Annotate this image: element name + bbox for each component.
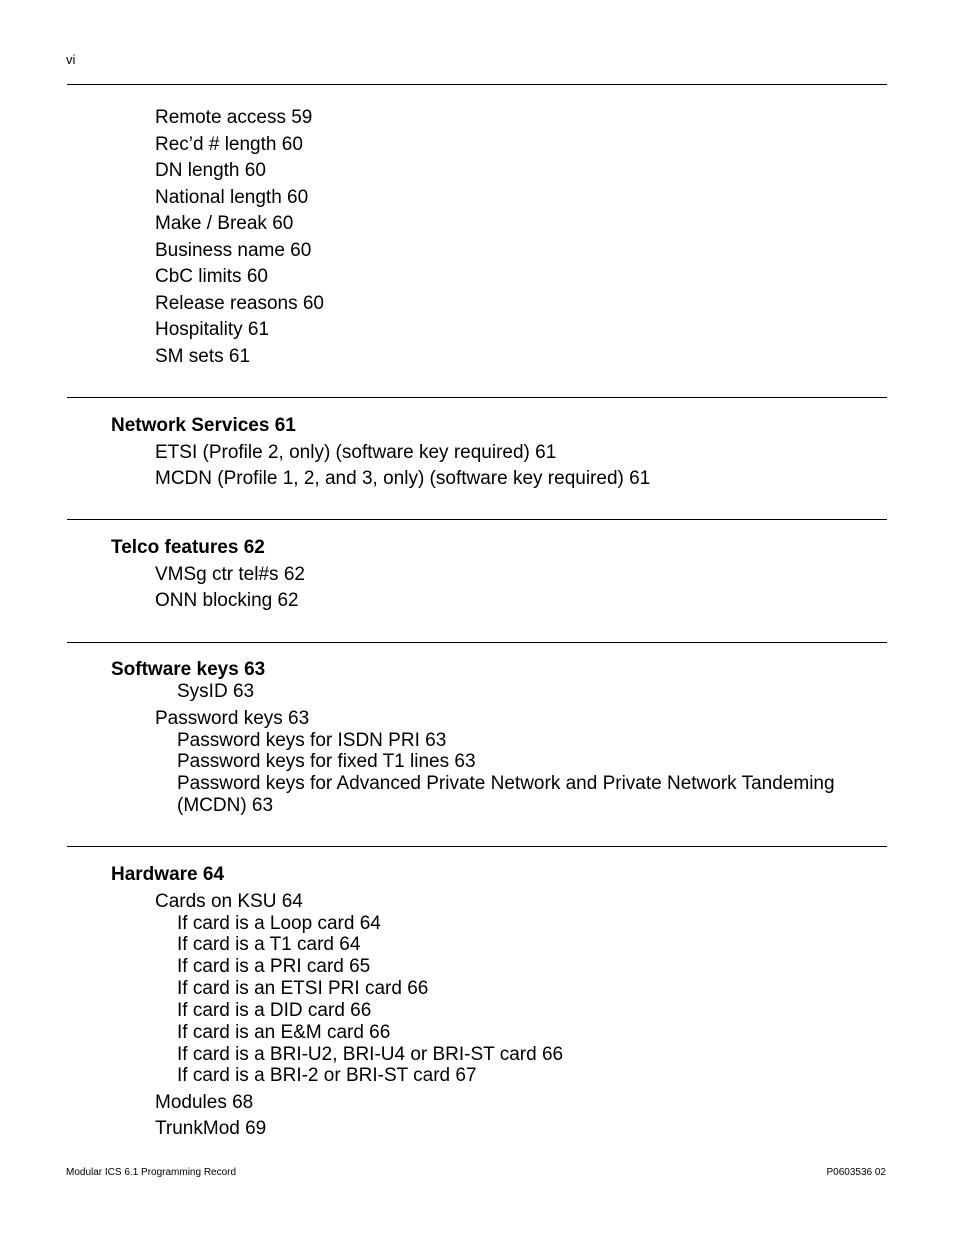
toc-entry[interactable]: National length 60 xyxy=(155,187,309,208)
toc-subentry[interactable]: If card is a BRI-U2, BRI-U4 or BRI-ST card 66 xyxy=(177,1044,564,1065)
toc-entry[interactable]: ONN blocking 62 xyxy=(155,590,299,611)
toc-entry[interactable]: MCDN (Profile 1, 2, and 3, only) (software key required) 61 xyxy=(155,468,651,489)
section-divider xyxy=(67,846,887,847)
toc-subentry[interactable]: SysID 63 xyxy=(177,681,255,702)
section-heading-hardware[interactable]: Hardware 64 xyxy=(111,864,225,885)
toc-entry[interactable]: DN length 60 xyxy=(155,160,266,181)
toc-entry[interactable]: VMSg ctr tel#s 62 xyxy=(155,564,305,585)
toc-subentry[interactable]: (MCDN) 63 xyxy=(177,795,274,816)
toc-entry[interactable]: Business name 60 xyxy=(155,240,312,261)
toc-entry[interactable]: Password keys 63 xyxy=(155,708,310,729)
section-heading-software-keys[interactable]: Software keys 63 xyxy=(111,659,266,680)
toc-entry[interactable]: Hospitality 61 xyxy=(155,319,270,340)
section-divider xyxy=(67,397,887,398)
toc-entry[interactable]: Rec’d # length 60 xyxy=(155,134,303,155)
section-heading-telco-features[interactable]: Telco features 62 xyxy=(111,537,265,558)
toc-entry[interactable]: TrunkMod 69 xyxy=(155,1118,267,1139)
toc-subentry[interactable]: If card is a PRI card 65 xyxy=(177,956,371,977)
toc-entry[interactable]: CbC limits 60 xyxy=(155,266,268,287)
toc-entry[interactable]: ETSI (Profile 2, only) (software key required) 61 xyxy=(155,442,557,463)
toc-subentry[interactable]: Password keys for fixed T1 lines 63 xyxy=(177,751,476,772)
section-divider xyxy=(67,84,887,85)
footer-document-number: P0603536 02 xyxy=(826,1167,886,1178)
toc-entry[interactable]: Make / Break 60 xyxy=(155,213,294,234)
toc-subentry[interactable]: Password keys for ISDN PRI 63 xyxy=(177,730,447,751)
page-number: vi xyxy=(66,52,76,67)
toc-subentry[interactable]: If card is an ETSI PRI card 66 xyxy=(177,978,429,999)
section-divider xyxy=(67,642,887,643)
footer-document-title: Modular ICS 6.1 Programming Record xyxy=(66,1167,237,1178)
toc-subentry[interactable]: If card is a DID card 66 xyxy=(177,1000,372,1021)
toc-entry[interactable]: Release reasons 60 xyxy=(155,293,324,314)
toc-subentry[interactable]: If card is a Loop card 64 xyxy=(177,913,381,934)
toc-subentry[interactable]: If card is a T1 card 64 xyxy=(177,934,361,955)
toc-subentry[interactable]: Password keys for Advanced Private Network and Private Network Tandeming xyxy=(177,773,835,794)
section-divider xyxy=(67,519,887,520)
toc-subentry[interactable]: If card is an E&M card 66 xyxy=(177,1022,391,1043)
toc-subentry[interactable]: If card is a BRI-2 or BRI-ST card 67 xyxy=(177,1065,477,1086)
section-heading-network-services[interactable]: Network Services 61 xyxy=(111,415,296,436)
toc-entry[interactable]: SM sets 61 xyxy=(155,346,251,367)
toc-entry[interactable]: Cards on KSU 64 xyxy=(155,891,303,912)
toc-entry[interactable]: Modules 68 xyxy=(155,1092,254,1113)
toc-entry[interactable]: Remote access 59 xyxy=(155,107,313,128)
